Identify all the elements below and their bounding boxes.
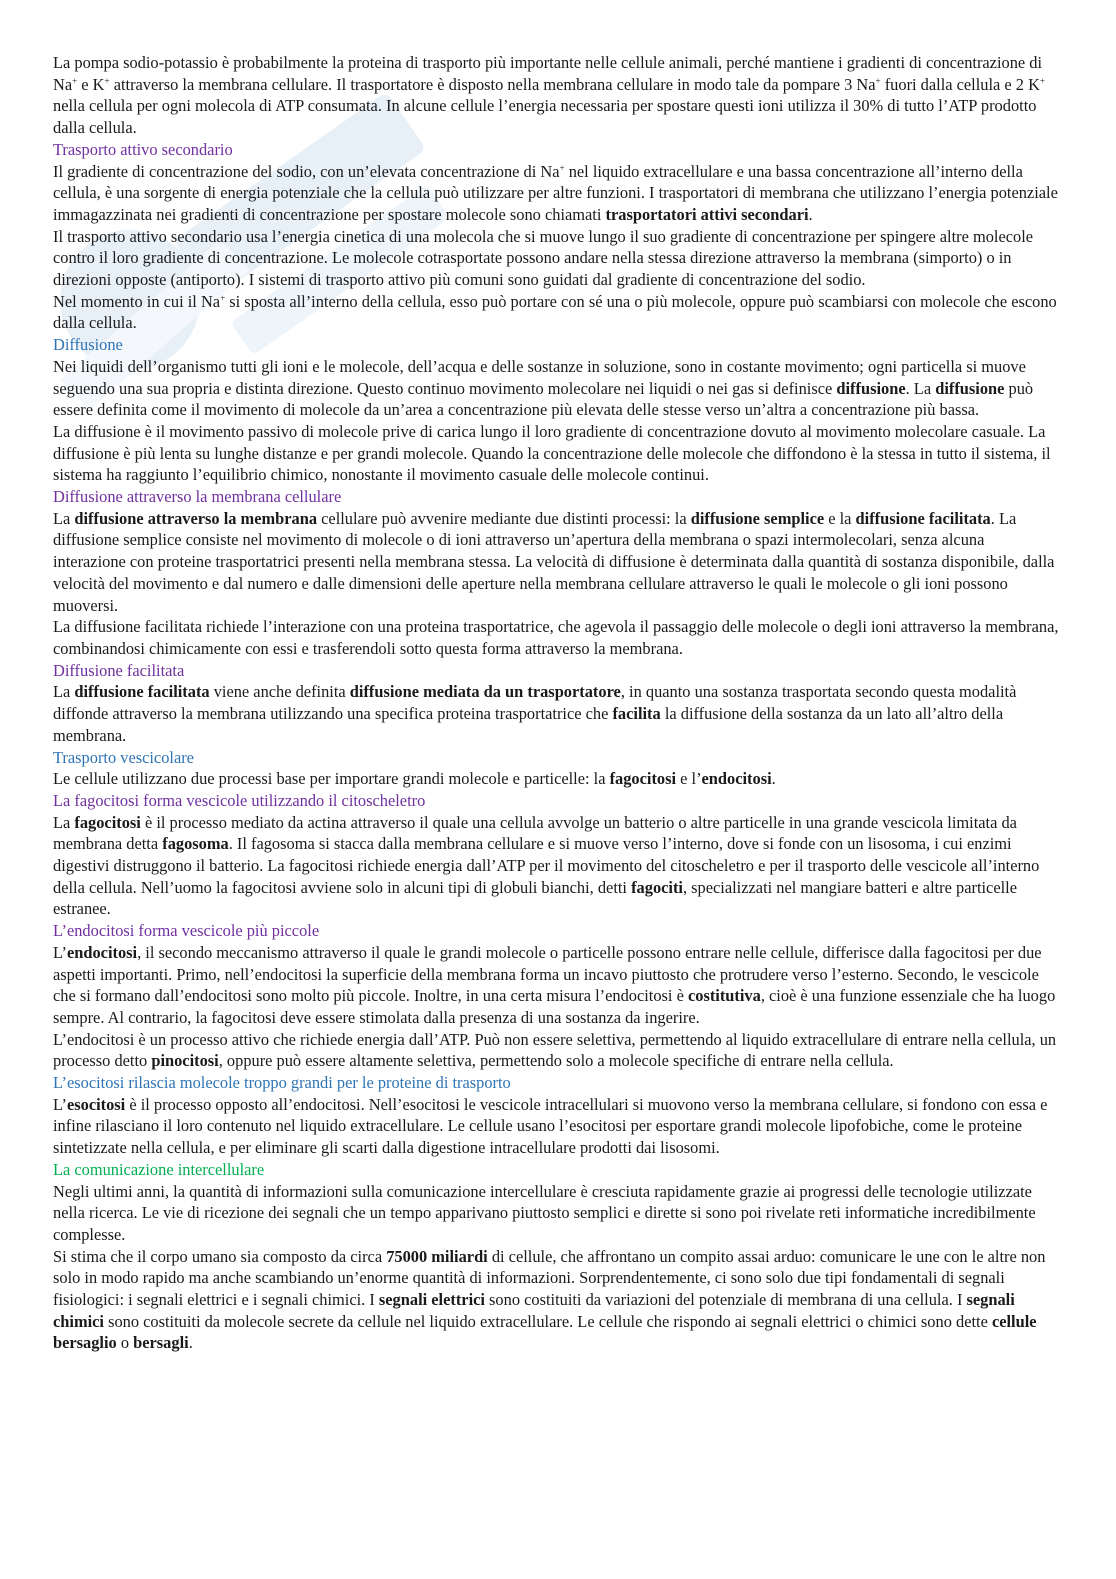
paragraph-endocitosi: L’endocitosi, il secondo meccanismo attraverso il quale le grandi molecole o particelle possono entrare nelle cellule, differisce dalla fagocitosi per due aspetti importanti. Primo, nell’endocitosi la superficie della membrana forma un incavo piuttosto che protrudere verso l’esterno. Secondo, le vescicole che si formano dall’endocitosi sono molto più piccole. Inoltre, in una certa misura l’endocitosi è costitutiva, cioè è una funzione essenziale che ha luogo sempre. Al contrario, la fagocitosi deve essere stimolata dalla presenza di una sostanza da ingerire. (53, 942, 1056, 1027)
paragraph-trasporto-secondario-energia: Il trasporto attivo secondario usa l’energia cinetica di una molecola che si muove lungo il suo gradiente di concentrazione per spingere altre molecole contro il loro gradiente di concentrazione. Le molecole cotrasportate possono andare nella stessa direzione attraverso la membrana (simporto) o in direzioni opposte (antiporto). I sistemi di trasporto attivo più comuni sono guidati dal gradiente di concentrazione del sodio. (53, 226, 1034, 290)
paragraph-diffusione-facilitata-proteina: La diffusione facilitata richiede l’interazione con una proteina trasportatrice, che agevola il passaggio delle molecole o degli ioni attraverso la membrana, combinandosi chimicamente con essi e trasferendoli sotto questa forma attraverso la membrana. (53, 617, 1059, 658)
paragraph-diffusione-mediata: La diffusione facilitata viene anche definita diffusione mediata da un trasportatore, in quanto una sostanza trasportata secondo questa modalità diffonde attraverso la membrana utilizzando una specifica proteina trasportatrice che facilita la diffusione della sostanza da un lato all’altro della membrana. (53, 682, 1017, 745)
heading-endocitosi: L’endocitosi forma vescicole più piccole (53, 921, 320, 941)
paragraph-segnali: Si stima che il corpo umano sia composto da circa 75000 miliardi di cellule, che affrontano un compito assai arduo: comunicare le une con le altre non solo in modo rapido ma anche scambiando un’enorme quantità di informazioni. Sorprendentemente, ci sono solo due tipi fondamentali di segnali fisiologici: i segnali elettrici e i segnali chimici. I segnali elettrici sono costituiti da variazioni del potenziale di membrana di una cellula. I segnali chimici sono costituiti da molecole secrete da cellule nel liquido extracellulare. Le cellule che rispondo ai segnali elettrici o chimici sono dette cellule bersaglio o bersagli. (53, 1246, 1046, 1353)
paragraph-pinocitosi: L’endocitosi è un processo attivo che richiede energia dall’ATP. Può non essere selettiva, permettendo al liquido extracellulare di entrare nella cellula, un processo detto pinocitosi, oppure può essere altamente selettiva, permettendo solo a molecole specifiche di entrare nella cellula. (53, 1029, 1057, 1071)
paragraph-diffusione-definizione: Nei liquidi dell’organismo tutti gli ioni e le molecole, dell’acqua e delle sostanze in soluzione, sono in costante movimento; ogni particella si muove seguendo una sua propria e distinta direzione. Questo continuo movimento molecolare nei liquidi o nei gas si definisce diffusione. La diffusione può essere definita come il movimento di molecole da un’area a concentrazione più elevata delle stesse verso un’altra a concentrazione più bassa. (53, 356, 1034, 420)
heading-diffusione-facilitata: Diffusione facilitata (53, 660, 185, 680)
paragraph-diffusione-passiva: La diffusione è il movimento passivo di molecole prive di carica lungo il loro gradiente di concentrazione dovuto al movimento molecolare casuale. La diffusione è più lenta su lunghe distanze e per grandi molecole. Quando la concentrazione delle molecole che diffondono è la stessa in tutto il sistema, il sistema ha raggiunto l’equilibrio chimico, nonostante il movimento casuale delle molecole continui. (53, 421, 1051, 485)
paragraph-esocitosi: L’esocitosi è il processo opposto all’endocitosi. Nell’esocitosi le vescicole intracellulari si muovono verso la membrana cellulare, si fondono con essa e infine rilasciano il loro contenuto nel liquido extracellulare. Le cellule usano l’esocitosi per esportare grandi molecole lipofobiche, come le proteine sintetizzate nella cellula, e per eliminare gli scarti dalla digestione intracellulare prodotti dai lisosomi. (53, 1094, 1048, 1158)
heading-esocitosi: L’esocitosi rilascia molecole troppo grandi per le proteine di trasporto (53, 1073, 511, 1093)
heading-diffusione: Diffusione (53, 335, 123, 355)
heading-diffusione-membrana: Diffusione attraverso la membrana cellulare (53, 487, 342, 507)
paragraph-processi-base: Le cellule utilizzano due processi base per importare grandi molecole e particelle: la fagocitosi e l’endocitosi. (53, 769, 776, 789)
heading-trasporto-attivo-secondario: Trasporto attivo secondario (53, 139, 233, 159)
paragraph-gradiente-sodio: Il gradiente di concentrazione del sodio, con un’elevata concentrazione di Na+ nel liquido extracellulare e una bassa concentrazione all’interno della cellula, è una sorgente di energia potenziale che la cellula può utilizzare per altre funzioni. I trasportatori di membrana che utilizzano l’energia potenziale immagazzinata nei gradienti di concentrazione per spostare molecole sono chiamati trasportatori attivi secondari. (53, 161, 1058, 224)
paragraph-diffusione-semplice: La diffusione attraverso la membrana cellulare può avvenire mediante due distinti processi: la diffusione semplice e la diffusione facilitata. La diffusione semplice consiste nel movimento di molecole o di ioni attraverso un’apertura della membrana o spazi intermolecolari, senza alcuna interazione con proteine trasportatrici presenti nella membrana stessa. La velocità di diffusione è determinata dalla quantità di sostanza disponibile, dalla velocità del movimento e dal numero e dalle dimensioni delle aperture nella membrana cellulare attraverso le quali le molecole o gli ioni possono muoversi. (53, 508, 1055, 615)
paragraph-pompa-sodio-potassio: La pompa sodio-potassio è probabilmente la proteina di trasporto più importante nelle cellule animali, perché mantiene i gradienti di concentrazione di Na+ e K+ attraverso la membrana cellulare. Il trasportatore è disposto nella membrana cellulare in modo tale da pompare 3 Na+ fuori dalla cellula e 2 K+ nella cellula per ogni molecola di ATP consumata. In alcune cellule l’energia necessaria per spostare questi ioni utilizza il 30% di tutto l’ATP prodotto dalla cellula. (53, 53, 1045, 138)
paragraph-comunicazione-ricerca: Negli ultimi anni, la quantità di informazioni sulla comunicazione intercellulare è cresciuta rapidamente grazie ai progressi delle tecnologie utilizzate nella ricerca. Le vie di ricezione dei segnali che un tempo apparivano piuttosto semplici e dirette si sono poi rivelate reti informatiche incredibilmente complesse. (53, 1181, 1036, 1244)
document-page (53, 52, 1059, 1354)
heading-trasporto-vescicolare: Trasporto vescicolare (53, 747, 194, 767)
heading-fagocitosi: La fagocitosi forma vescicole utilizzando il citoscheletro (53, 790, 426, 810)
paragraph-fagocitosi: La fagocitosi è il processo mediato da actina attraverso il quale una cellula avvolge un batterio o altre particelle in una grande vescicola limitata da membrana detta fagosoma. Il fagosoma si stacca dalla membrana cellulare e si muove verso l’interno, dove si fonde con un lisosoma, i cui enzimi digestivi distruggono il batterio. La fagocitosi richiede energia dall’ATP per il movimento del citoscheletro e per il trasporto delle vescicole all’interno della cellula. Nell’uomo la fagocitosi avviene solo in alcuni tipi di globuli bianchi, detti fagociti, specializzati nel mangiare batteri e altre particelle estranee. (53, 812, 1040, 919)
heading-comunicazione-intercellulare: La comunicazione intercellulare (53, 1159, 265, 1179)
paragraph-na-interno: Nel momento in cui il Na+ si sposta all’interno della cellula, esso può portare con sé una o più molecole, oppure può scambiarsi con molecole che escono dalla cellula. (53, 291, 1057, 333)
